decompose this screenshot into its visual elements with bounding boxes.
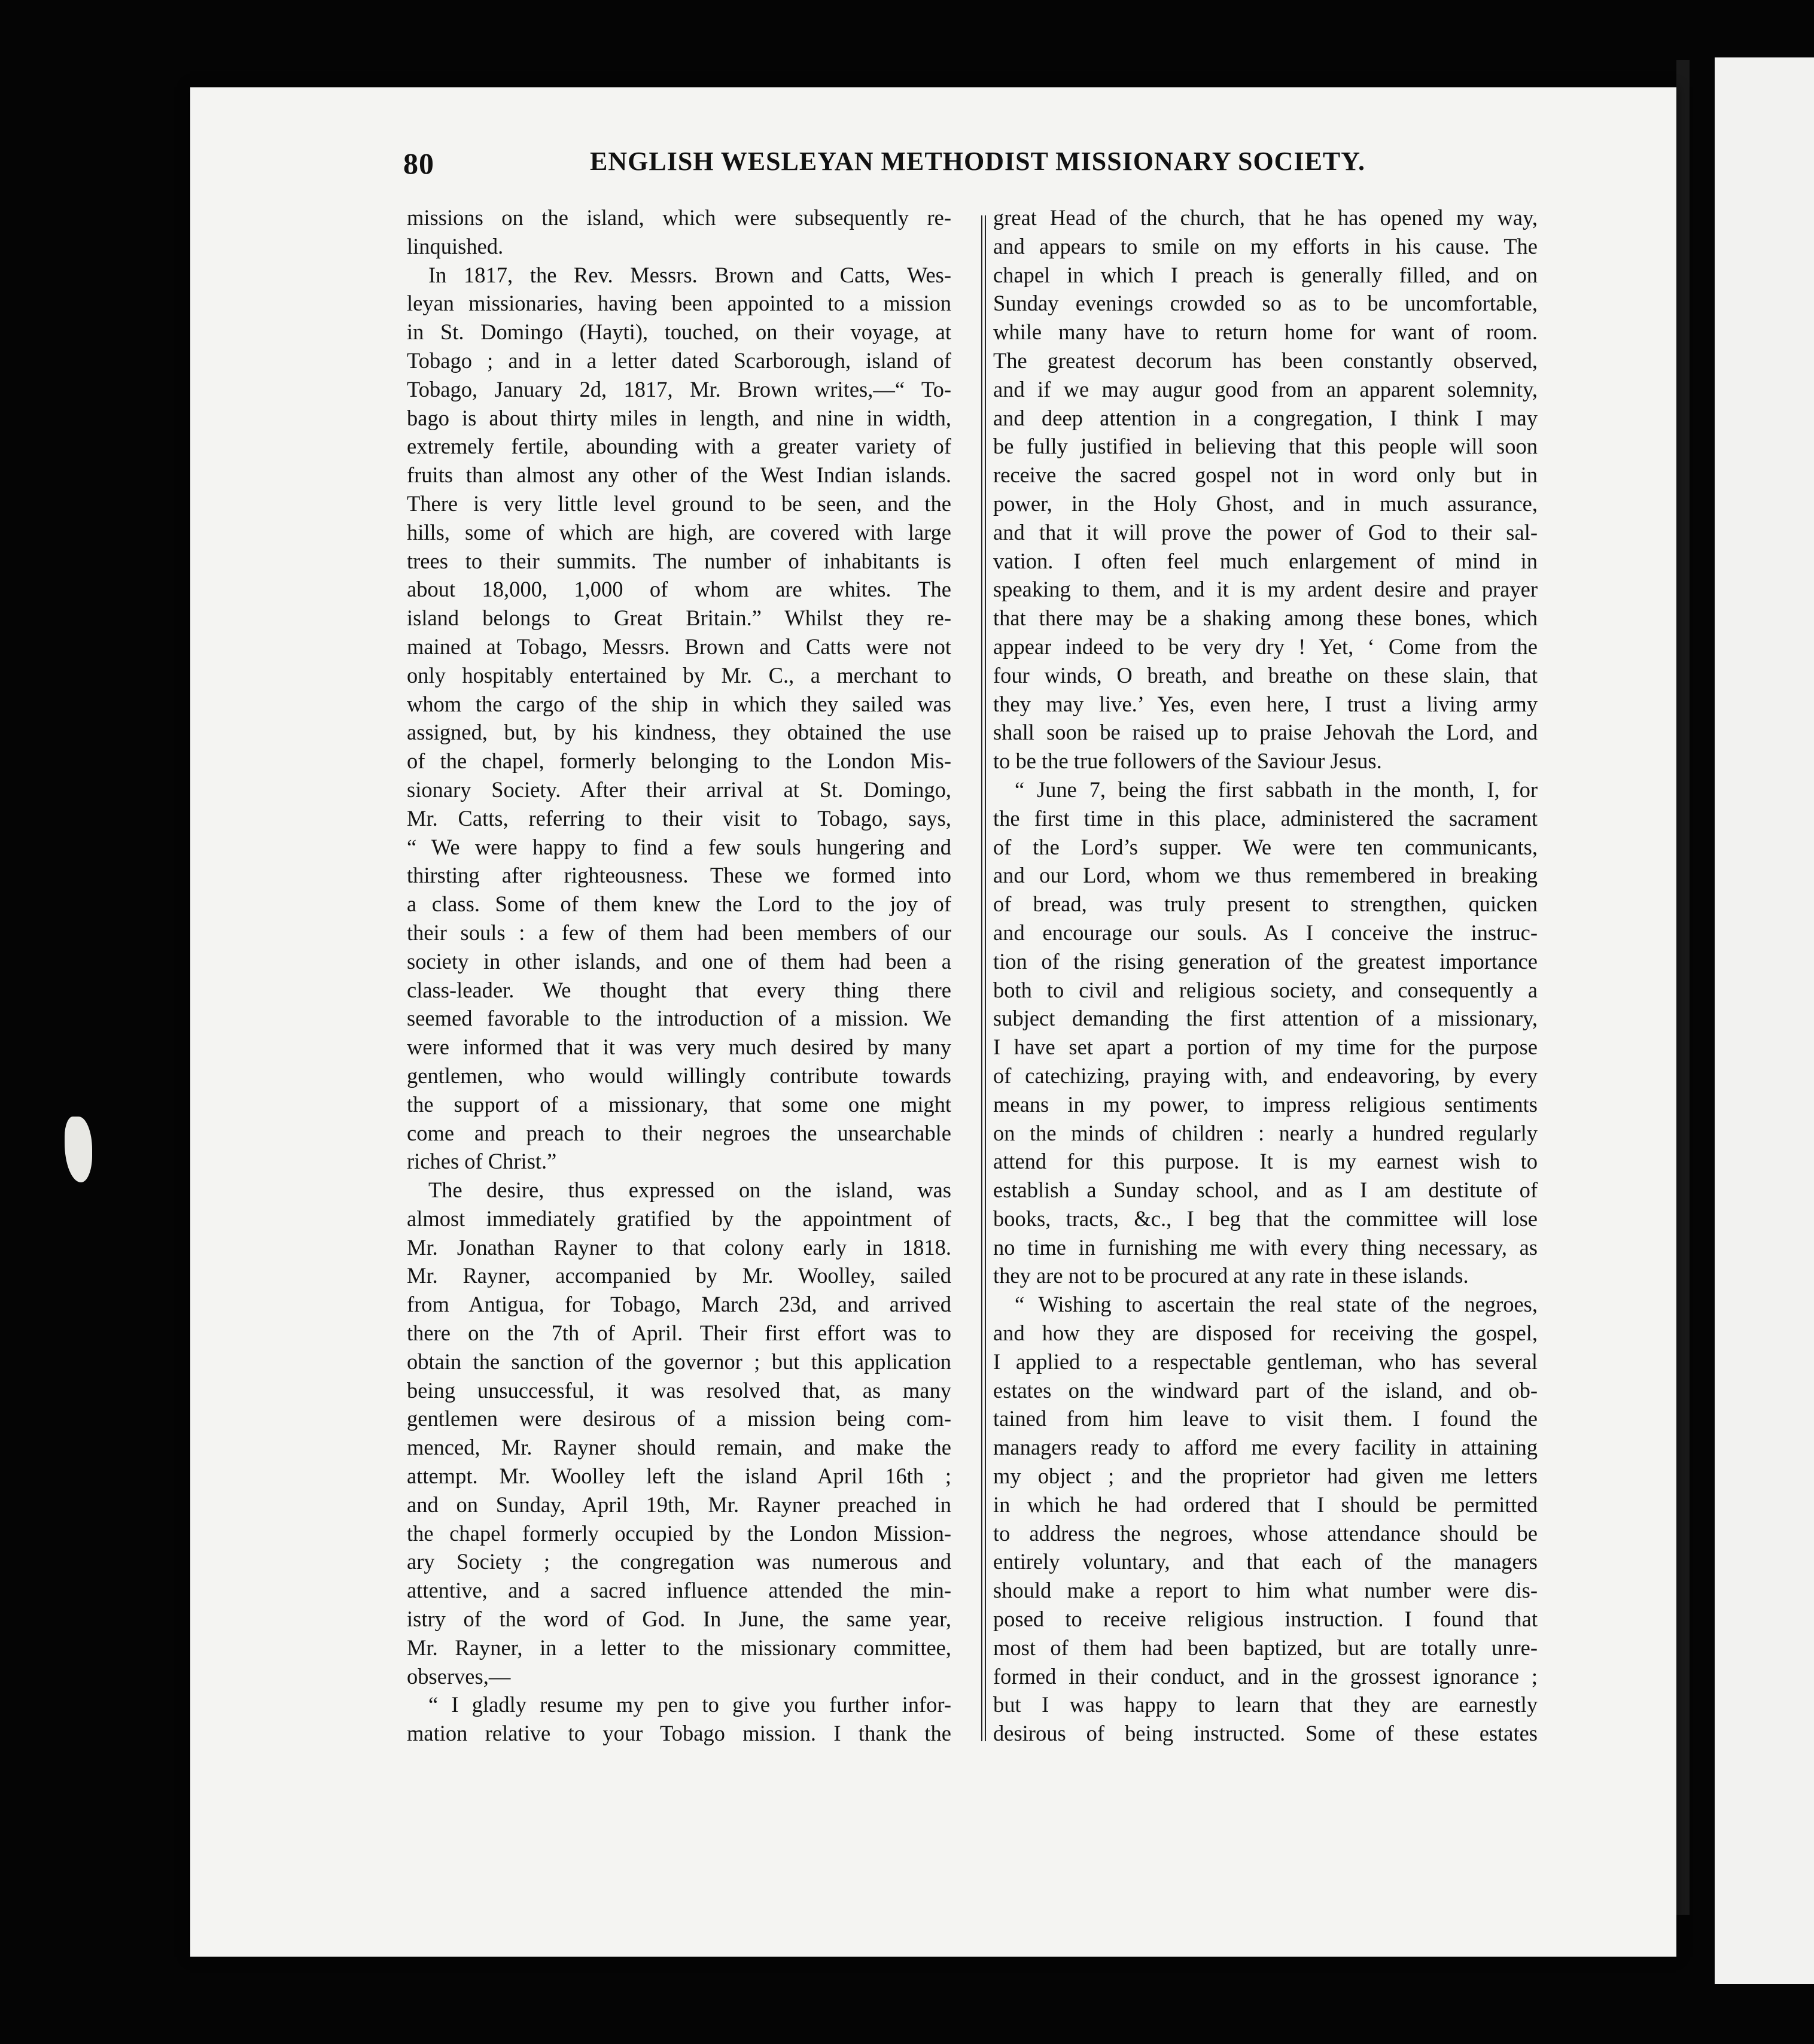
text-line: the support of a missionary, that some one might (407, 1091, 951, 1117)
text-line: tion of the rising generation of the greatest importance (993, 948, 1538, 974)
text-line: There is very little level ground to be seen, and the (407, 491, 951, 516)
text-line: posed to receive religious instruction. I found that (993, 1607, 1538, 1632)
text-line: vation. I often feel much enlargement of mind in (993, 548, 1538, 573)
text-line: class-leader. We thought that every thing there (407, 977, 951, 1002)
text-line: attempt. Mr. Woolley left the island April 16th ; (407, 1464, 951, 1489)
text-line: observes,— (407, 1663, 511, 1689)
text-line: being unsuccessful, it was resolved that, as many (407, 1377, 951, 1403)
text-line: the chapel formerly occupied by the London Mission- (407, 1520, 951, 1546)
text-line: managers ready to afford me every facility in attaining (993, 1435, 1538, 1460)
text-line: menced, Mr. Rayner should remain, and make the (407, 1435, 951, 1460)
text-line: power, in the Holy Ghost, and in much assurance, (993, 491, 1538, 516)
text-line: of catechizing, praying with, and endeavoring, by every (993, 1063, 1538, 1088)
text-line: of bread, was truly present to strengthen, quicken (993, 892, 1538, 917)
text-line: riches of Christ.” (407, 1149, 557, 1174)
text-line: about 18,000, 1,000 of whom are whites. The (407, 577, 951, 602)
text-line: Tobago, January 2d, 1817, Mr. Brown writes,—“ To- (407, 376, 951, 402)
text-line: attend for this purpose. It is my earnest wish to (993, 1149, 1538, 1174)
text-line: linquished. (407, 233, 504, 258)
text-line: gentlemen, who would willingly contribute towards (407, 1063, 951, 1088)
text-line: attentive, and a sacred influence attended the min- (407, 1578, 951, 1603)
text-line: only hospitably entertained by Mr. C., a merchant to (407, 662, 951, 688)
text-line: Mr. Jonathan Rayner to that colony early in 1818. (407, 1234, 951, 1260)
text-line: to address the negroes, whose attendance should be (993, 1520, 1538, 1546)
running-head-title: ENGLISH WESLEYAN METHODIST MISSIONARY SOCIETY. (590, 147, 1366, 176)
text-line: leyan missionaries, having been appointed to a mission (407, 291, 951, 316)
text-line: of the Lord’s supper. We were ten communicants, (993, 834, 1538, 859)
text-line: gentlemen were desirous of a mission being com- (407, 1406, 951, 1431)
text-line: but I was happy to learn that they are earnestly (993, 1692, 1538, 1717)
text-line: mation relative to your Tobago mission. I thank the (407, 1721, 951, 1746)
text-line: I applied to a respectable gentleman, who has several (993, 1349, 1538, 1374)
text-line: great Head of the church, that he has opened my way, (993, 205, 1538, 230)
text-line: in which he had ordered that I should be permitted (993, 1492, 1538, 1517)
text-line: formed in their conduct, and in the grossest ignorance ; (993, 1663, 1538, 1689)
text-line: In 1817, the Rev. Messrs. Brown and Catts, Wes- (428, 262, 951, 287)
text-line: appear indeed to be very dry ! Yet, ‘ Come from the (993, 634, 1538, 659)
text-line: Mr. Rayner, accompanied by Mr. Woolley, sailed (407, 1263, 951, 1288)
text-line: sionary Society. After their arrival at St. Domingo, (407, 777, 951, 802)
text-line: “ We were happy to find a few souls hungering and (407, 834, 951, 859)
text-line: and deep attention in a congregation, I think I may (993, 405, 1538, 430)
text-line: extremely fertile, abounding with a greater variety of (407, 434, 951, 459)
text-line: receive the sacred gospel not in word only but in (993, 463, 1538, 488)
text-line: and if we may augur good from an apparent solemnity, (993, 376, 1538, 402)
column-divider-rule (981, 215, 986, 1741)
text-line: and on Sunday, April 19th, Mr. Rayner preached in (407, 1492, 951, 1517)
text-line: assigned, but, by his kindness, they obtained the use (407, 720, 951, 745)
text-line: that there may be a shaking among these bones, which (993, 606, 1538, 631)
page-header (403, 146, 1492, 188)
text-line: four winds, O breath, and breathe on these slain, that (993, 662, 1538, 688)
page-gutter-shadow (1676, 60, 1690, 1915)
text-line: and how they are disposed for receiving the gospel, (993, 1321, 1538, 1346)
text-line: ary Society ; the congregation was numerous and (407, 1549, 951, 1574)
text-line: shall soon be raised up to praise Jehovah the Lord, and (993, 720, 1538, 745)
text-line: no time in furnishing me with every thing necessary, as (993, 1234, 1538, 1260)
adjacent-page-edge (1715, 57, 1814, 1984)
text-line: a class. Some of them knew the Lord to the joy of (407, 892, 951, 917)
text-line: and appears to smile on my efforts in his cause. The (993, 233, 1538, 258)
text-line: Sunday evenings crowded so as to be uncomfortable, (993, 291, 1538, 316)
text-line: while many have to return home for want of room. (993, 320, 1538, 345)
text-line: their souls : a few of them had been members of our (407, 920, 951, 945)
text-line: they are not to be procured at any rate in these islands. (993, 1263, 1469, 1288)
text-line: means in my power, to impress religious sentiments (993, 1091, 1538, 1117)
text-line: and our Lord, whom we thus remembered in breaking (993, 863, 1538, 888)
text-line: in St. Domingo (Hayti), touched, on their voyage, at (407, 320, 951, 345)
text-line: subject demanding the first attention of a missionary, (993, 1006, 1538, 1031)
text-line: whom the cargo of the ship in which they sailed was (407, 691, 951, 716)
text-line: were informed that it was very much desired by many (407, 1035, 951, 1060)
text-line: of the chapel, formerly belonging to the London Mis- (407, 749, 951, 774)
left-text-column (407, 203, 951, 1748)
text-line: seemed favorable to the introduction of a mission. We (407, 1006, 951, 1031)
text-line: desirous of being instructed. Some of these estates (993, 1721, 1538, 1746)
text-line: The desire, thus expressed on the island, was (428, 1178, 951, 1203)
text-line: be fully justified in believing that this people will soon (993, 434, 1538, 459)
text-line: trees to their summits. The number of inhabitants is (407, 548, 951, 573)
text-line: “ Wishing to ascertain the real state of the negroes, (1015, 1292, 1538, 1317)
text-line: I have set apart a portion of my time for the purpose (993, 1035, 1538, 1060)
text-line: Mr. Rayner, in a letter to the missionary committee, (407, 1635, 951, 1660)
text-line: island belongs to Great Britain.” Whilst they re- (407, 606, 951, 631)
text-line: both to civil and religious society, and consequently a (993, 977, 1538, 1002)
right-text-column (993, 203, 1538, 1748)
text-line: The greatest decorum has been constantly observed, (993, 348, 1538, 373)
text-line: Tobago ; and in a letter dated Scarborough, island of (407, 348, 951, 373)
text-line: entirely voluntary, and that each of the managers (993, 1549, 1538, 1574)
text-line: the first time in this place, administered the sacrament (993, 805, 1538, 831)
text-line: from Antigua, for Tobago, March 23d, and arrived (407, 1292, 951, 1317)
text-line: tained from him leave to visit them. I found the (993, 1406, 1538, 1431)
text-line: society in other islands, and one of them had been a (407, 948, 951, 974)
text-line: “ June 7, being the first sabbath in the month, I, for (1015, 777, 1538, 802)
text-line: istry of the word of God. In June, the same year, (407, 1607, 951, 1632)
text-line: obtain the sanction of the governor ; but this application (407, 1349, 951, 1374)
text-line: there on the 7th of April. Their first effort was to (407, 1321, 951, 1346)
text-line: mained at Tobago, Messrs. Brown and Catts were not (407, 634, 951, 659)
text-line: most of them had been baptized, but are totally unre- (993, 1635, 1538, 1660)
text-line: chapel in which I preach is generally filled, and on (993, 262, 1538, 287)
text-line: “ I gladly resume my pen to give you further infor- (428, 1692, 951, 1717)
text-line: hills, some of which are high, are covered with large (407, 519, 951, 545)
text-line: estates on the windward part of the island, and ob- (993, 1377, 1538, 1403)
text-line: almost immediately gratified by the appointment of (407, 1206, 951, 1231)
text-line: thirsting after righteousness. These we formed into (407, 863, 951, 888)
text-line: speaking to them, and it is my ardent desire and prayer (993, 577, 1538, 602)
text-line: fruits than almost any other of the West Indian islands. (407, 463, 951, 488)
text-line: establish a Sunday school, and as I am destitute of (993, 1178, 1538, 1203)
text-line: should make a report to him what number were dis- (993, 1578, 1538, 1603)
text-line: bago is about thirty miles in length, and nine in width, (407, 405, 951, 430)
text-line: missions on the island, which were subsequently re- (407, 205, 951, 230)
text-line: and encourage our souls. As I conceive the instruc- (993, 920, 1538, 945)
text-line: to be the true followers of the Saviour Jesus. (993, 749, 1382, 774)
text-line: books, tracts, &c., I beg that the committee will lose (993, 1206, 1538, 1231)
paper-blemish (65, 1117, 92, 1182)
text-line: on the minds of children : nearly a hundred regularly (993, 1120, 1538, 1145)
text-line: come and preach to their negroes the unsearchable (407, 1120, 951, 1145)
text-line: they may live.’ Yes, even here, I trust a living army (993, 691, 1538, 716)
page-number: 80 (403, 147, 434, 180)
text-line: Mr. Catts, referring to their visit to Tobago, says, (407, 805, 951, 831)
text-line: my object ; and the proprietor had given me letters (993, 1464, 1538, 1489)
text-line: and that it will prove the power of God to their sal- (993, 519, 1538, 545)
